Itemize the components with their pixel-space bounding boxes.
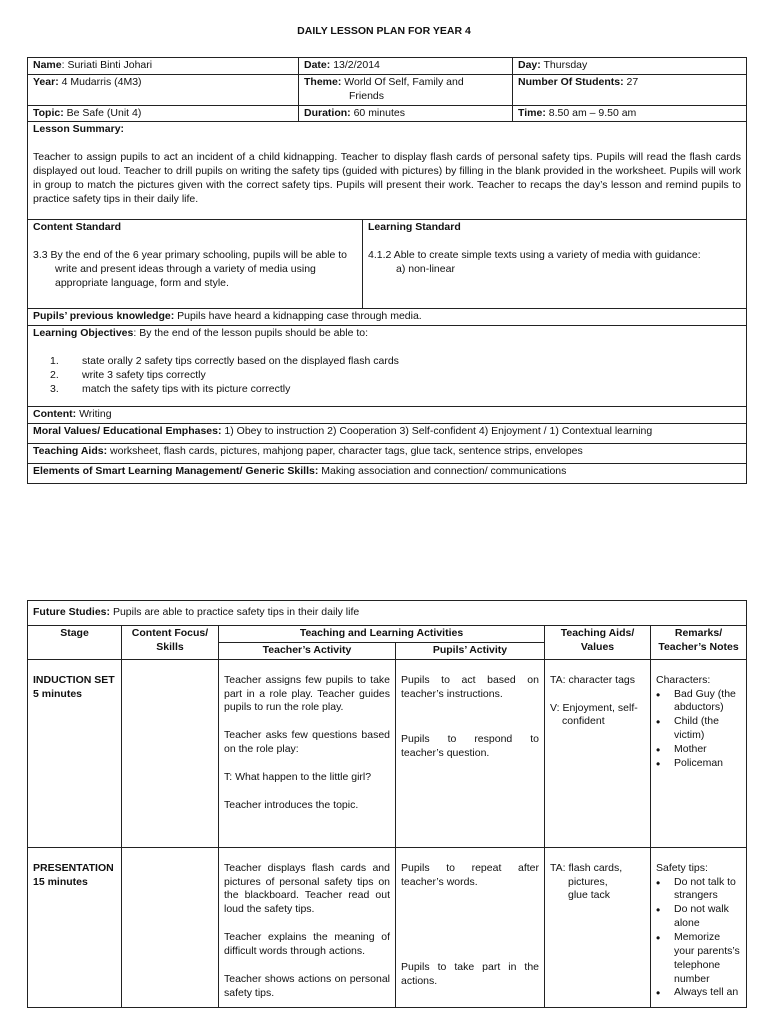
list-item: • Do not talk to strangers: [656, 876, 741, 904]
list-item: • Bad Guy (the abductors): [656, 688, 741, 716]
content-row: Content: Writing: [28, 406, 747, 423]
learning-standard: Learning Standard 4.1.2 Able to create simple texts using a variety of media with guidance: a) non-linear: [363, 220, 747, 309]
presentation-teacher: Teacher displays flash cards and pictures of personal safety tips on the blackboard. Teacher read out loud the safety tips. Teacher explains the meaning of difficult words through actions. Teacher shows actions on personal safety tips.: [219, 847, 396, 1007]
list-item: 3. match the safety tips with its picture correctly: [50, 382, 291, 395]
year-cell: Year: 4 Mudarris (4M3): [28, 74, 299, 105]
lesson-day: Thursday: [543, 59, 588, 71]
induction-stage: INDUCTION SET 5 minutes: [28, 659, 122, 847]
lesson-time: 8.50 am – 9.50 am: [548, 106, 637, 119]
header-teaching-learning: Teaching and Learning Activities: [219, 626, 545, 643]
presentation-pupils: Pupils to repeat after teacher’s words. Pupils to take part in the actions.: [396, 847, 545, 1007]
table-row: [28, 659, 747, 847]
list-item: • Do not walk alone: [656, 903, 741, 931]
students-cell: Number Of Students: 27: [513, 74, 747, 105]
presentation-remarks: Safety tips: • Do not talk to strangers • Do not walk alone • Memorize your parents’s telephone number • Always tell an: [651, 847, 747, 1007]
header-content-focus: Content Focus/ Skills: [122, 626, 219, 660]
learning-standard-text: 4.1.2 Able to create simple texts using a variety of media with guidance:: [368, 249, 701, 262]
lesson-summary-label: Lesson Summary:: [33, 123, 125, 136]
list-item: • Child (the victim): [656, 715, 741, 743]
lesson-topic: Be Safe (Unit 4): [66, 106, 142, 119]
learning-objectives: Learning Objectives: By the end of the lesson pupils should be able to: 1. state orally 2 safety tips correctly based on the displayed flash cards 2. write 3 safety tips correctly 3. match the safety tips with its picture correctly: [28, 326, 747, 406]
content-standard-text: 3.3 By the end of the 6 year primary schooling, pupils will be able to write and present ideas through a variety of media using appropriate language, form and style.: [33, 249, 348, 290]
teacher-name: Suriati Binti Johari: [67, 59, 153, 71]
date-cell: Date: 13/2/2014: [299, 58, 513, 75]
list-item: • Policeman: [656, 757, 741, 771]
objectives-list: [50, 355, 741, 397]
name-cell: Name: Suriati Binti Johari: [28, 58, 299, 75]
teaching-aids: Teaching Aids: worksheet, flash cards, pictures, mahjong paper, character tags, glue tack, sentence strips, envelopes: [28, 443, 747, 463]
list-item: • Always tell an: [656, 986, 741, 1000]
induction-remarks: Characters: • Bad Guy (the abductors) • Child (the victim) • Mother • Policeman: [651, 659, 747, 847]
lesson-summary: [28, 122, 747, 220]
lesson-summary-text: Teacher to assign pupils to act an incident of a child kidnapping. Teacher to display flash cards of personal safety tips. Pupils will read the flash cards displayed out loud. Teacher to drill pupils on writing the safety tips (guided with pictures) by filling in the blank provided in the worksheet. Pupils will work in group to match the pictures given with the correct safety tips. Pupils will present their work. Teacher to recaps the day’s lesson and remind pupils to practice safety tips in their daily life.: [33, 151, 741, 205]
presentation-stage: PRESENTATION 15 minutes: [28, 847, 122, 1007]
induction-teacher: Teacher assigns few pupils to take part in a role play. Teacher guides pupils to run the role play. Teacher asks few questions based on the role play: T: What happen to the little girl? Teacher introduces the topic.: [219, 659, 396, 847]
day-cell: Day: Thursday: [513, 58, 747, 75]
content-standard: Content Standard 3.3 By the end of the 6 year primary schooling, pupils will be able to write and present ideas through a variety of media using appropriate language, form and style.: [28, 220, 363, 309]
page-title: DAILY LESSON PLAN FOR YEAR 4: [297, 25, 471, 37]
header-teaching-aids: Teaching Aids/ Values: [545, 626, 651, 660]
duration-cell: Duration: 60 minutes: [299, 105, 513, 122]
lesson-duration: 60 minutes: [353, 106, 405, 119]
smart-learning: Elements of Smart Learning Management/ Generic Skills: Making association and connection/ communications: [28, 463, 747, 483]
theme-cell: Theme: World Of Self, Family and Friends: [299, 74, 513, 105]
header-remarks: Remarks/ Teacher’s Notes: [651, 626, 747, 660]
topic-cell: Topic: Be Safe (Unit 4): [28, 105, 299, 122]
header-stage: Stage: [28, 626, 122, 660]
future-studies: Future Studies: Pupils are able to practice safety tips in their daily life: [28, 601, 747, 626]
lesson-info-table: [27, 57, 747, 484]
list-item: • Mother: [656, 743, 741, 757]
moral-values: Moral Values/ Educational Emphases: 1) Obey to instruction 2) Cooperation 3) Self-confident 4) Enjoyment / 1) Contextual learning: [28, 423, 747, 443]
induction-aids: TA: character tags V: Enjoyment, self- confident: [545, 659, 651, 847]
student-count: 27: [626, 75, 639, 88]
lesson-date: 13/2/2014: [333, 59, 380, 71]
list-item: • Memorize your parents’s telephone number: [656, 931, 741, 986]
presentation-aids: TA: flash cards, pictures, glue tack: [545, 847, 651, 1007]
induction-pupils: Pupils to act based on teacher’s instructions. Pupils to respond to teacher’s question.: [396, 659, 545, 847]
table-row: [28, 847, 747, 1007]
presentation-focus: [122, 847, 219, 1007]
induction-focus: [122, 659, 219, 847]
header-teacher-activity: Teacher’s Activity: [219, 642, 396, 659]
list-item: 1. state orally 2 safety tips correctly based on the displayed flash cards: [50, 355, 399, 368]
previous-knowledge: Pupils’ previous knowledge: Pupils have heard a kidnapping case through media.: [28, 309, 747, 326]
header-pupils-activity: Pupils’ Activity: [396, 642, 545, 659]
activities-table: [27, 600, 747, 1008]
time-cell: Time: 8.50 am – 9.50 am: [513, 105, 747, 122]
list-item: 2. write 3 safety tips correctly: [50, 369, 206, 382]
class-year: 4 Mudarris (4M3): [61, 75, 142, 88]
